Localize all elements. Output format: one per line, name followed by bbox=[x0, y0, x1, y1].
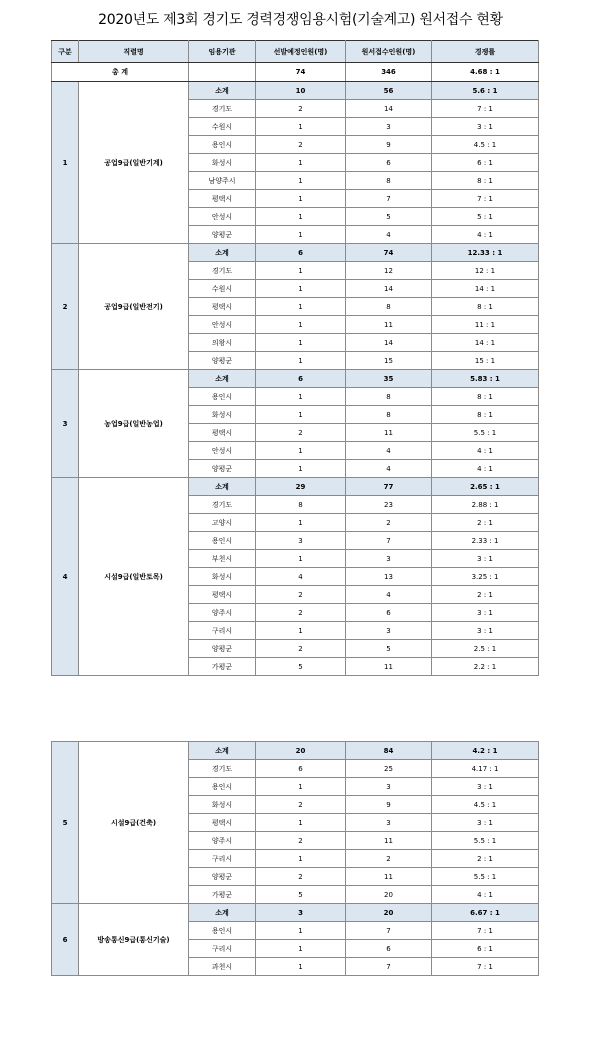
planned-cell: 20 bbox=[256, 742, 346, 760]
group-number: 2 bbox=[52, 244, 79, 370]
agency-cell: 평택시 bbox=[189, 298, 256, 316]
ratio-cell: 3.25 : 1 bbox=[432, 568, 539, 586]
agency-cell: 경기도 bbox=[189, 760, 256, 778]
ratio-cell: 7 : 1 bbox=[432, 958, 539, 976]
ratio-cell: 5.6 : 1 bbox=[432, 82, 539, 100]
ratio-cell: 4 : 1 bbox=[432, 226, 539, 244]
applicants-cell: 8 bbox=[346, 172, 432, 190]
applicants-cell: 11 bbox=[346, 424, 432, 442]
ratio-cell: 2 : 1 bbox=[432, 586, 539, 604]
agency-cell: 구리시 bbox=[189, 850, 256, 868]
ratio-cell: 2.65 : 1 bbox=[432, 478, 539, 496]
planned-cell: 1 bbox=[256, 262, 346, 280]
ratio-cell: 7 : 1 bbox=[432, 100, 539, 118]
job-name: 공업9급(일반기계) bbox=[79, 82, 189, 244]
total-label: 총 계 bbox=[52, 63, 189, 82]
ratio-cell: 2.2 : 1 bbox=[432, 658, 539, 676]
agency-cell: 양평군 bbox=[189, 352, 256, 370]
agency-cell: 평택시 bbox=[189, 586, 256, 604]
ratio-cell: 4.17 : 1 bbox=[432, 760, 539, 778]
agency-cell: 안성시 bbox=[189, 442, 256, 460]
agency-cell: 소계 bbox=[189, 82, 256, 100]
subtotal-row bbox=[52, 742, 539, 760]
applicants-cell: 14 bbox=[346, 334, 432, 352]
planned-cell: 1 bbox=[256, 208, 346, 226]
applicants-cell: 3 bbox=[346, 814, 432, 832]
applicants-cell: 11 bbox=[346, 316, 432, 334]
ratio-cell: 2 : 1 bbox=[432, 850, 539, 868]
planned-cell: 1 bbox=[256, 226, 346, 244]
applicants-cell: 13 bbox=[346, 568, 432, 586]
agency-cell: 평택시 bbox=[189, 190, 256, 208]
planned-cell: 6 bbox=[256, 244, 346, 262]
planned-cell: 1 bbox=[256, 850, 346, 868]
agency-cell: 수원시 bbox=[189, 280, 256, 298]
planned-cell: 1 bbox=[256, 442, 346, 460]
job-name: 농업9급(일반농업) bbox=[79, 370, 189, 478]
planned-cell: 10 bbox=[256, 82, 346, 100]
ratio-cell: 5 : 1 bbox=[432, 208, 539, 226]
applicants-cell: 5 bbox=[346, 640, 432, 658]
planned-cell: 1 bbox=[256, 550, 346, 568]
ratio-cell: 3 : 1 bbox=[432, 118, 539, 136]
agency-cell: 소계 bbox=[189, 904, 256, 922]
job-name: 공업9급(일반전기) bbox=[79, 244, 189, 370]
agency-cell: 경기도 bbox=[189, 100, 256, 118]
ratio-cell: 8 : 1 bbox=[432, 388, 539, 406]
ratio-cell: 7 : 1 bbox=[432, 190, 539, 208]
applicants-cell: 20 bbox=[346, 904, 432, 922]
header-group: 구분 bbox=[52, 41, 79, 63]
ratio-cell: 7 : 1 bbox=[432, 922, 539, 940]
planned-cell: 4 bbox=[256, 568, 346, 586]
agency-cell: 용인시 bbox=[189, 388, 256, 406]
ratio-cell: 6.67 : 1 bbox=[432, 904, 539, 922]
applicants-cell: 7 bbox=[346, 190, 432, 208]
applicants-cell: 4 bbox=[346, 442, 432, 460]
total-row bbox=[52, 63, 539, 82]
planned-cell: 1 bbox=[256, 352, 346, 370]
ratio-cell: 2.88 : 1 bbox=[432, 496, 539, 514]
ratio-cell: 3 : 1 bbox=[432, 778, 539, 796]
group-number: 4 bbox=[52, 478, 79, 676]
total-agency bbox=[189, 63, 256, 82]
agency-cell: 평택시 bbox=[189, 814, 256, 832]
applicants-cell: 3 bbox=[346, 550, 432, 568]
agency-cell: 양주시 bbox=[189, 832, 256, 850]
planned-cell: 2 bbox=[256, 424, 346, 442]
applicants-cell: 6 bbox=[346, 940, 432, 958]
applicants-cell: 2 bbox=[346, 514, 432, 532]
applicants-cell: 14 bbox=[346, 100, 432, 118]
planned-cell: 1 bbox=[256, 922, 346, 940]
ratio-cell: 6 : 1 bbox=[432, 940, 539, 958]
applicants-cell: 20 bbox=[346, 886, 432, 904]
ratio-cell: 5.5 : 1 bbox=[432, 832, 539, 850]
ratio-cell: 14 : 1 bbox=[432, 334, 539, 352]
ratio-cell: 8 : 1 bbox=[432, 172, 539, 190]
applicants-cell: 8 bbox=[346, 388, 432, 406]
job-name: 방송통신9급(통신기술) bbox=[79, 904, 189, 976]
ratio-cell: 2.33 : 1 bbox=[432, 532, 539, 550]
applicants-cell: 3 bbox=[346, 118, 432, 136]
header-planned: 선발예정인원(명) bbox=[256, 41, 346, 63]
planned-cell: 8 bbox=[256, 496, 346, 514]
agency-cell: 평택시 bbox=[189, 424, 256, 442]
planned-cell: 1 bbox=[256, 940, 346, 958]
agency-cell: 소계 bbox=[189, 742, 256, 760]
applicants-cell: 9 bbox=[346, 136, 432, 154]
ratio-cell: 4.5 : 1 bbox=[432, 796, 539, 814]
applicants-cell: 6 bbox=[346, 604, 432, 622]
agency-cell: 화성시 bbox=[189, 406, 256, 424]
applicants-cell: 3 bbox=[346, 622, 432, 640]
agency-cell: 가평군 bbox=[189, 886, 256, 904]
applicants-cell: 25 bbox=[346, 760, 432, 778]
agency-cell: 용인시 bbox=[189, 136, 256, 154]
planned-cell: 1 bbox=[256, 316, 346, 334]
recruitment-table-1 bbox=[51, 40, 539, 676]
agency-cell: 화성시 bbox=[189, 796, 256, 814]
applicants-cell: 15 bbox=[346, 352, 432, 370]
planned-cell: 1 bbox=[256, 172, 346, 190]
ratio-cell: 4 : 1 bbox=[432, 886, 539, 904]
ratio-cell: 6 : 1 bbox=[432, 154, 539, 172]
applicants-cell: 4 bbox=[346, 460, 432, 478]
applicants-cell: 2 bbox=[346, 850, 432, 868]
agency-cell: 소계 bbox=[189, 244, 256, 262]
ratio-cell: 4.5 : 1 bbox=[432, 136, 539, 154]
applicants-cell: 9 bbox=[346, 796, 432, 814]
agency-cell: 구리시 bbox=[189, 622, 256, 640]
planned-cell: 1 bbox=[256, 406, 346, 424]
agency-cell: 경기도 bbox=[189, 496, 256, 514]
applicants-cell: 4 bbox=[346, 586, 432, 604]
agency-cell: 가평군 bbox=[189, 658, 256, 676]
subtotal-row bbox=[52, 904, 539, 922]
ratio-cell: 2.5 : 1 bbox=[432, 640, 539, 658]
applicants-cell: 23 bbox=[346, 496, 432, 514]
planned-cell: 1 bbox=[256, 190, 346, 208]
header-job: 직렬명 bbox=[79, 41, 189, 63]
applicants-cell: 4 bbox=[346, 226, 432, 244]
agency-cell: 용인시 bbox=[189, 532, 256, 550]
applicants-cell: 77 bbox=[346, 478, 432, 496]
applicants-cell: 5 bbox=[346, 208, 432, 226]
planned-cell: 1 bbox=[256, 778, 346, 796]
applicants-cell: 7 bbox=[346, 958, 432, 976]
header-row bbox=[52, 41, 539, 63]
applicants-cell: 74 bbox=[346, 244, 432, 262]
agency-cell: 양평군 bbox=[189, 640, 256, 658]
applicants-cell: 8 bbox=[346, 406, 432, 424]
planned-cell: 2 bbox=[256, 586, 346, 604]
agency-cell: 양주시 bbox=[189, 604, 256, 622]
agency-cell: 양평군 bbox=[189, 868, 256, 886]
ratio-cell: 12 : 1 bbox=[432, 262, 539, 280]
planned-cell: 1 bbox=[256, 958, 346, 976]
ratio-cell: 5.5 : 1 bbox=[432, 868, 539, 886]
ratio-cell: 12.33 : 1 bbox=[432, 244, 539, 262]
agency-cell: 양평군 bbox=[189, 226, 256, 244]
planned-cell: 1 bbox=[256, 154, 346, 172]
agency-cell: 수원시 bbox=[189, 118, 256, 136]
planned-cell: 29 bbox=[256, 478, 346, 496]
applicants-cell: 3 bbox=[346, 778, 432, 796]
job-name: 시설9급(일반토목) bbox=[79, 478, 189, 676]
agency-cell: 부천시 bbox=[189, 550, 256, 568]
agency-cell: 안성시 bbox=[189, 316, 256, 334]
ratio-cell: 5.83 : 1 bbox=[432, 370, 539, 388]
planned-cell: 1 bbox=[256, 118, 346, 136]
planned-cell: 5 bbox=[256, 658, 346, 676]
planned-cell: 1 bbox=[256, 334, 346, 352]
applicants-cell: 84 bbox=[346, 742, 432, 760]
planned-cell: 1 bbox=[256, 388, 346, 406]
agency-cell: 용인시 bbox=[189, 922, 256, 940]
subtotal-row bbox=[52, 82, 539, 100]
ratio-cell: 5.5 : 1 bbox=[432, 424, 539, 442]
planned-cell: 2 bbox=[256, 100, 346, 118]
planned-cell: 6 bbox=[256, 370, 346, 388]
planned-cell: 2 bbox=[256, 796, 346, 814]
ratio-cell: 8 : 1 bbox=[432, 298, 539, 316]
planned-cell: 3 bbox=[256, 904, 346, 922]
agency-cell: 경기도 bbox=[189, 262, 256, 280]
planned-cell: 2 bbox=[256, 868, 346, 886]
applicants-cell: 6 bbox=[346, 154, 432, 172]
total-ratio: 4.68 : 1 bbox=[432, 63, 539, 82]
header-ratio: 경쟁률 bbox=[432, 41, 539, 63]
header-agency: 임용기관 bbox=[189, 41, 256, 63]
total-planned: 74 bbox=[256, 63, 346, 82]
applicants-cell: 7 bbox=[346, 532, 432, 550]
applicants-cell: 7 bbox=[346, 922, 432, 940]
group-number: 1 bbox=[52, 82, 79, 244]
planned-cell: 6 bbox=[256, 760, 346, 778]
agency-cell: 양평군 bbox=[189, 460, 256, 478]
applicants-cell: 11 bbox=[346, 832, 432, 850]
applicants-cell: 11 bbox=[346, 658, 432, 676]
applicants-cell: 12 bbox=[346, 262, 432, 280]
ratio-cell: 8 : 1 bbox=[432, 406, 539, 424]
planned-cell: 2 bbox=[256, 604, 346, 622]
agency-cell: 남양주시 bbox=[189, 172, 256, 190]
ratio-cell: 14 : 1 bbox=[432, 280, 539, 298]
agency-cell: 화성시 bbox=[189, 568, 256, 586]
agency-cell: 구리시 bbox=[189, 940, 256, 958]
planned-cell: 1 bbox=[256, 814, 346, 832]
subtotal-row bbox=[52, 478, 539, 496]
planned-cell: 5 bbox=[256, 886, 346, 904]
applicants-cell: 8 bbox=[346, 298, 432, 316]
planned-cell: 2 bbox=[256, 640, 346, 658]
agency-cell: 과천시 bbox=[189, 958, 256, 976]
group-number: 3 bbox=[52, 370, 79, 478]
total-applicants: 346 bbox=[346, 63, 432, 82]
planned-cell: 2 bbox=[256, 136, 346, 154]
applicants-cell: 35 bbox=[346, 370, 432, 388]
agency-cell: 안성시 bbox=[189, 208, 256, 226]
ratio-cell: 3 : 1 bbox=[432, 622, 539, 640]
agency-cell: 화성시 bbox=[189, 154, 256, 172]
ratio-cell: 4 : 1 bbox=[432, 442, 539, 460]
planned-cell: 1 bbox=[256, 622, 346, 640]
agency-cell: 용인시 bbox=[189, 778, 256, 796]
job-name: 시설9급(건축) bbox=[79, 742, 189, 904]
planned-cell: 2 bbox=[256, 832, 346, 850]
ratio-cell: 3 : 1 bbox=[432, 604, 539, 622]
planned-cell: 3 bbox=[256, 532, 346, 550]
applicants-cell: 56 bbox=[346, 82, 432, 100]
ratio-cell: 3 : 1 bbox=[432, 814, 539, 832]
planned-cell: 1 bbox=[256, 280, 346, 298]
ratio-cell: 2 : 1 bbox=[432, 514, 539, 532]
subtotal-row bbox=[52, 370, 539, 388]
ratio-cell: 15 : 1 bbox=[432, 352, 539, 370]
subtotal-row bbox=[52, 244, 539, 262]
group-number: 6 bbox=[52, 904, 79, 976]
ratio-cell: 4 : 1 bbox=[432, 460, 539, 478]
recruitment-table-2 bbox=[51, 741, 539, 976]
page-title: 2020년도 제3회 경기도 경력경쟁임용시험(기술계고) 원서접수 현황 bbox=[98, 12, 503, 28]
planned-cell: 1 bbox=[256, 460, 346, 478]
applicants-cell: 14 bbox=[346, 280, 432, 298]
group-number: 5 bbox=[52, 742, 79, 904]
agency-cell: 소계 bbox=[189, 478, 256, 496]
ratio-cell: 4.2 : 1 bbox=[432, 742, 539, 760]
agency-cell: 소계 bbox=[189, 370, 256, 388]
planned-cell: 1 bbox=[256, 298, 346, 316]
header-applicants: 원서접수인원(명) bbox=[346, 41, 432, 63]
ratio-cell: 11 : 1 bbox=[432, 316, 539, 334]
planned-cell: 1 bbox=[256, 514, 346, 532]
agency-cell: 의왕시 bbox=[189, 334, 256, 352]
applicants-cell: 11 bbox=[346, 868, 432, 886]
ratio-cell: 3 : 1 bbox=[432, 550, 539, 568]
agency-cell: 고양시 bbox=[189, 514, 256, 532]
